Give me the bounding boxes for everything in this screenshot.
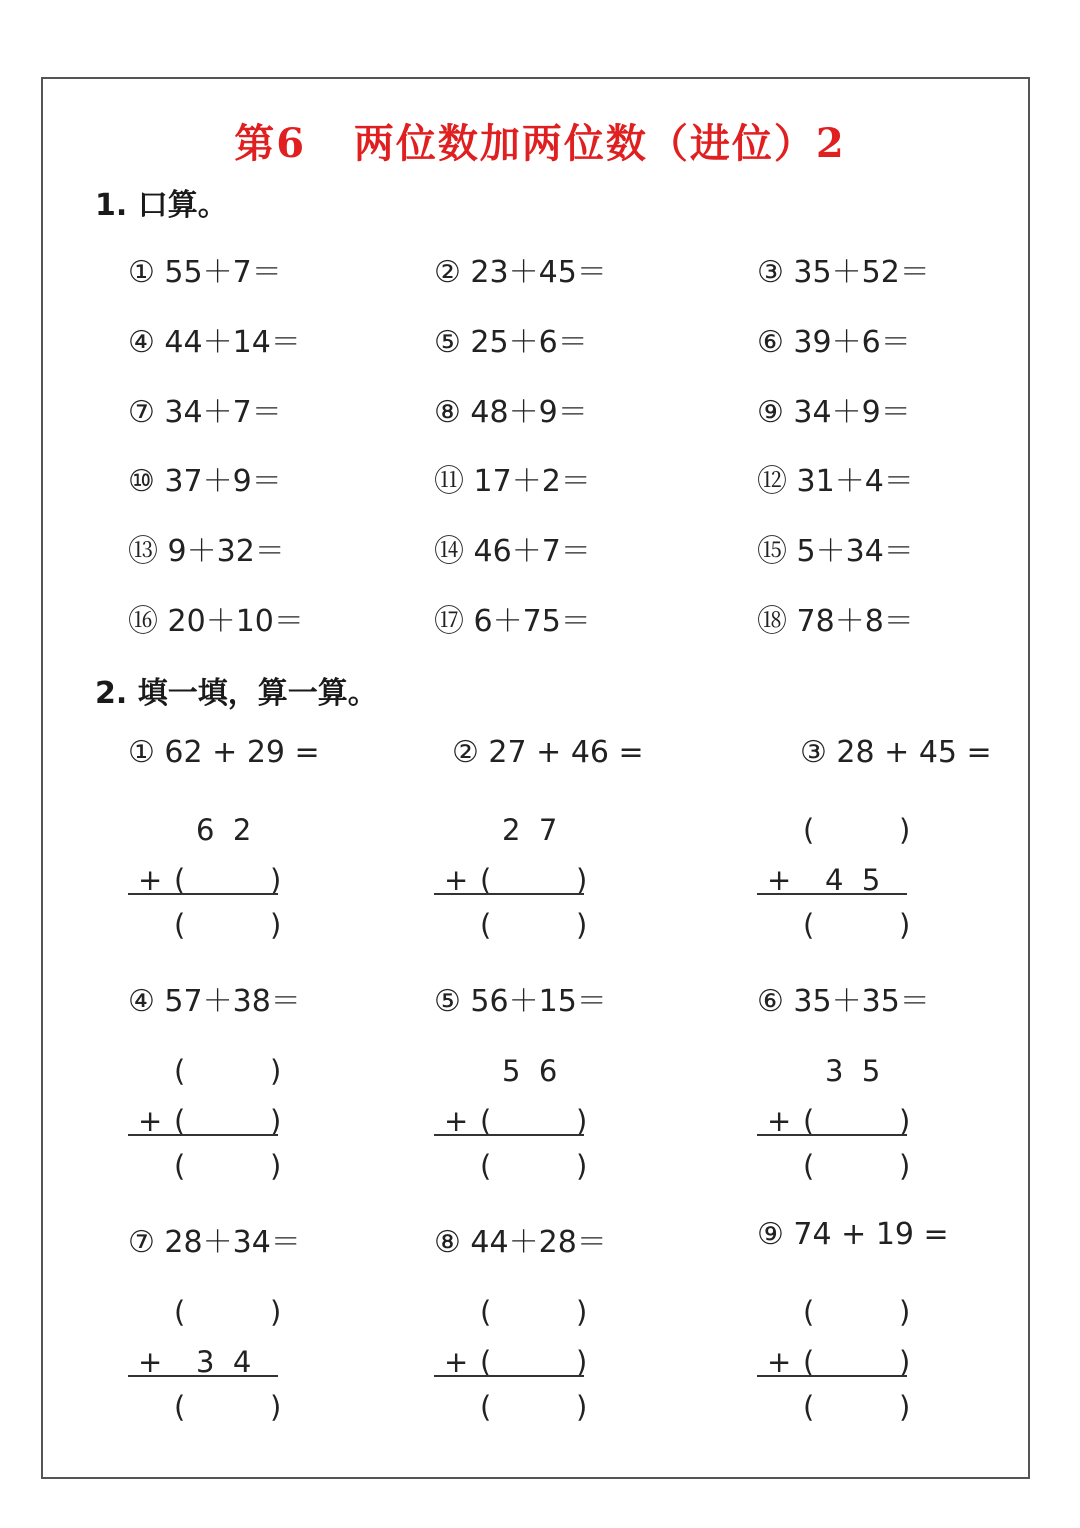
plus-sign: + bbox=[767, 1104, 792, 1138]
oral-question: ⑬ 9＋32＝ bbox=[128, 534, 285, 569]
sum-line bbox=[434, 893, 584, 895]
blank-open-paren: ( bbox=[174, 863, 186, 897]
blank-close-paren: ) bbox=[576, 863, 588, 897]
blank-open-paren: ( bbox=[174, 1390, 186, 1424]
column-addition bbox=[434, 810, 594, 940]
blank-open-paren: ( bbox=[803, 1295, 815, 1329]
column-addition bbox=[128, 810, 288, 940]
digits: 4 5 bbox=[825, 863, 881, 897]
plus-sign: + bbox=[444, 863, 469, 897]
digits: 3 4 bbox=[196, 1345, 252, 1379]
blank-open-paren: ( bbox=[803, 1104, 815, 1138]
blank-close-paren: ) bbox=[270, 1295, 282, 1329]
sum-result[interactable] bbox=[128, 1387, 288, 1427]
plus-sign: + bbox=[444, 1104, 469, 1138]
first-addend[interactable] bbox=[128, 1051, 288, 1091]
sum-result[interactable] bbox=[757, 1146, 917, 1186]
blank-close-paren: ) bbox=[576, 1149, 588, 1183]
first-addend[interactable] bbox=[128, 1292, 288, 1332]
sum-result[interactable] bbox=[128, 905, 288, 945]
sum-line bbox=[434, 1134, 584, 1136]
blank-close-paren: ) bbox=[899, 1390, 911, 1424]
section-1-heading: 1. 口算。 bbox=[95, 188, 228, 223]
blank-open-paren: ( bbox=[480, 908, 492, 942]
vertical-question: ③ 28 + 45 = bbox=[800, 735, 992, 770]
first-addend bbox=[434, 1051, 594, 1091]
oral-question: ⑧ 48＋9＝ bbox=[434, 395, 588, 430]
page-title: 第6 两位数加两位数（进位）2 bbox=[234, 120, 846, 167]
oral-question: ① 55＋7＝ bbox=[128, 255, 282, 290]
blank-open-paren: ( bbox=[174, 908, 186, 942]
oral-question: ③ 35＋52＝ bbox=[757, 255, 930, 290]
digits: 3 5 bbox=[825, 1054, 881, 1088]
oral-question: ⑯ 20＋10＝ bbox=[128, 604, 304, 639]
plus-sign: + bbox=[767, 863, 792, 897]
plus-sign: + bbox=[138, 863, 163, 897]
sum-result[interactable] bbox=[757, 1387, 917, 1427]
blank-close-paren: ) bbox=[899, 1149, 911, 1183]
blank-close-paren: ) bbox=[576, 908, 588, 942]
sum-result[interactable] bbox=[434, 1387, 594, 1427]
oral-question: ⑩ 37＋9＝ bbox=[128, 464, 282, 499]
blank-close-paren: ) bbox=[270, 1104, 282, 1138]
column-addition bbox=[757, 1051, 917, 1181]
column-addition bbox=[128, 1051, 288, 1181]
plus-sign: + bbox=[138, 1104, 163, 1138]
oral-question: ⑤ 25＋6＝ bbox=[434, 325, 588, 360]
blank-open-paren: ( bbox=[480, 1149, 492, 1183]
blank-open-paren: ( bbox=[803, 1390, 815, 1424]
blank-open-paren: ( bbox=[174, 1054, 186, 1088]
first-addend[interactable] bbox=[757, 1292, 917, 1332]
blank-open-paren: ( bbox=[174, 1149, 186, 1183]
sum-line bbox=[434, 1375, 584, 1377]
vertical-question: ④ 57＋38＝ bbox=[128, 984, 301, 1019]
digits: 5 6 bbox=[502, 1054, 558, 1088]
sum-line bbox=[757, 1134, 907, 1136]
sum-line bbox=[757, 893, 907, 895]
column-addition bbox=[434, 1292, 594, 1422]
column-addition bbox=[757, 810, 917, 940]
blank-close-paren: ) bbox=[899, 813, 911, 847]
plus-sign: + bbox=[444, 1345, 469, 1379]
blank-open-paren: ( bbox=[480, 863, 492, 897]
first-addend[interactable] bbox=[434, 1292, 594, 1332]
sum-line bbox=[128, 1375, 278, 1377]
blank-close-paren: ) bbox=[899, 1345, 911, 1379]
blank-close-paren: ) bbox=[899, 908, 911, 942]
blank-close-paren: ) bbox=[576, 1295, 588, 1329]
blank-open-paren: ( bbox=[803, 908, 815, 942]
oral-question: ⑥ 39＋6＝ bbox=[757, 325, 911, 360]
blank-close-paren: ) bbox=[899, 1104, 911, 1138]
blank-open-paren: ( bbox=[803, 813, 815, 847]
vertical-question: ⑤ 56＋15＝ bbox=[434, 984, 607, 1019]
oral-question: ② 23＋45＝ bbox=[434, 255, 607, 290]
blank-open-paren: ( bbox=[174, 1295, 186, 1329]
sum-result[interactable] bbox=[128, 1146, 288, 1186]
vertical-question: ⑦ 28＋34＝ bbox=[128, 1225, 301, 1260]
sum-line bbox=[757, 1375, 907, 1377]
digits: 2 7 bbox=[502, 813, 558, 847]
oral-question: ⑪ 17＋2＝ bbox=[434, 464, 591, 499]
oral-question: ⑱ 78＋8＝ bbox=[757, 604, 914, 639]
column-addition bbox=[128, 1292, 288, 1422]
blank-open-paren: ( bbox=[174, 1104, 186, 1138]
oral-question: ⑫ 31＋4＝ bbox=[757, 464, 914, 499]
blank-open-paren: ( bbox=[803, 1149, 815, 1183]
blank-close-paren: ) bbox=[270, 1390, 282, 1424]
blank-close-paren: ) bbox=[576, 1345, 588, 1379]
sum-line bbox=[128, 1134, 278, 1136]
sum-result[interactable] bbox=[434, 905, 594, 945]
digits: 6 2 bbox=[196, 813, 252, 847]
blank-close-paren: ) bbox=[270, 1054, 282, 1088]
oral-question: ⑦ 34＋7＝ bbox=[128, 395, 282, 430]
first-addend bbox=[128, 810, 288, 850]
first-addend[interactable] bbox=[757, 810, 917, 850]
blank-close-paren: ) bbox=[576, 1390, 588, 1424]
vertical-question: ⑧ 44＋28＝ bbox=[434, 1225, 607, 1260]
first-addend bbox=[434, 810, 594, 850]
blank-close-paren: ) bbox=[270, 908, 282, 942]
column-addition bbox=[434, 1051, 594, 1181]
oral-question: ⑮ 5＋34＝ bbox=[757, 534, 914, 569]
vertical-question: ⑨ 74 + 19 = bbox=[757, 1217, 949, 1252]
section-2-heading: 2. 填一填，算一算。 bbox=[95, 676, 378, 711]
blank-open-paren: ( bbox=[803, 1345, 815, 1379]
vertical-question: ⑥ 35＋35＝ bbox=[757, 984, 930, 1019]
blank-open-paren: ( bbox=[480, 1345, 492, 1379]
vertical-question: ① 62 + 29 = bbox=[128, 735, 320, 770]
column-addition bbox=[757, 1292, 917, 1422]
oral-question: ⑭ 46＋7＝ bbox=[434, 534, 591, 569]
sum-line bbox=[128, 893, 278, 895]
sum-result[interactable] bbox=[434, 1146, 594, 1186]
blank-open-paren: ( bbox=[480, 1390, 492, 1424]
blank-open-paren: ( bbox=[480, 1104, 492, 1138]
first-addend bbox=[757, 1051, 917, 1091]
plus-sign: + bbox=[138, 1345, 163, 1379]
vertical-question: ② 27 + 46 = bbox=[452, 735, 644, 770]
blank-close-paren: ) bbox=[899, 1295, 911, 1329]
blank-close-paren: ) bbox=[270, 1149, 282, 1183]
blank-close-paren: ) bbox=[270, 863, 282, 897]
blank-open-paren: ( bbox=[480, 1295, 492, 1329]
blank-close-paren: ) bbox=[576, 1104, 588, 1138]
oral-question: ⑰ 6＋75＝ bbox=[434, 604, 591, 639]
sum-result[interactable] bbox=[757, 905, 917, 945]
plus-sign: + bbox=[767, 1345, 792, 1379]
oral-question: ④ 44＋14＝ bbox=[128, 325, 301, 360]
oral-question: ⑨ 34＋9＝ bbox=[757, 395, 911, 430]
